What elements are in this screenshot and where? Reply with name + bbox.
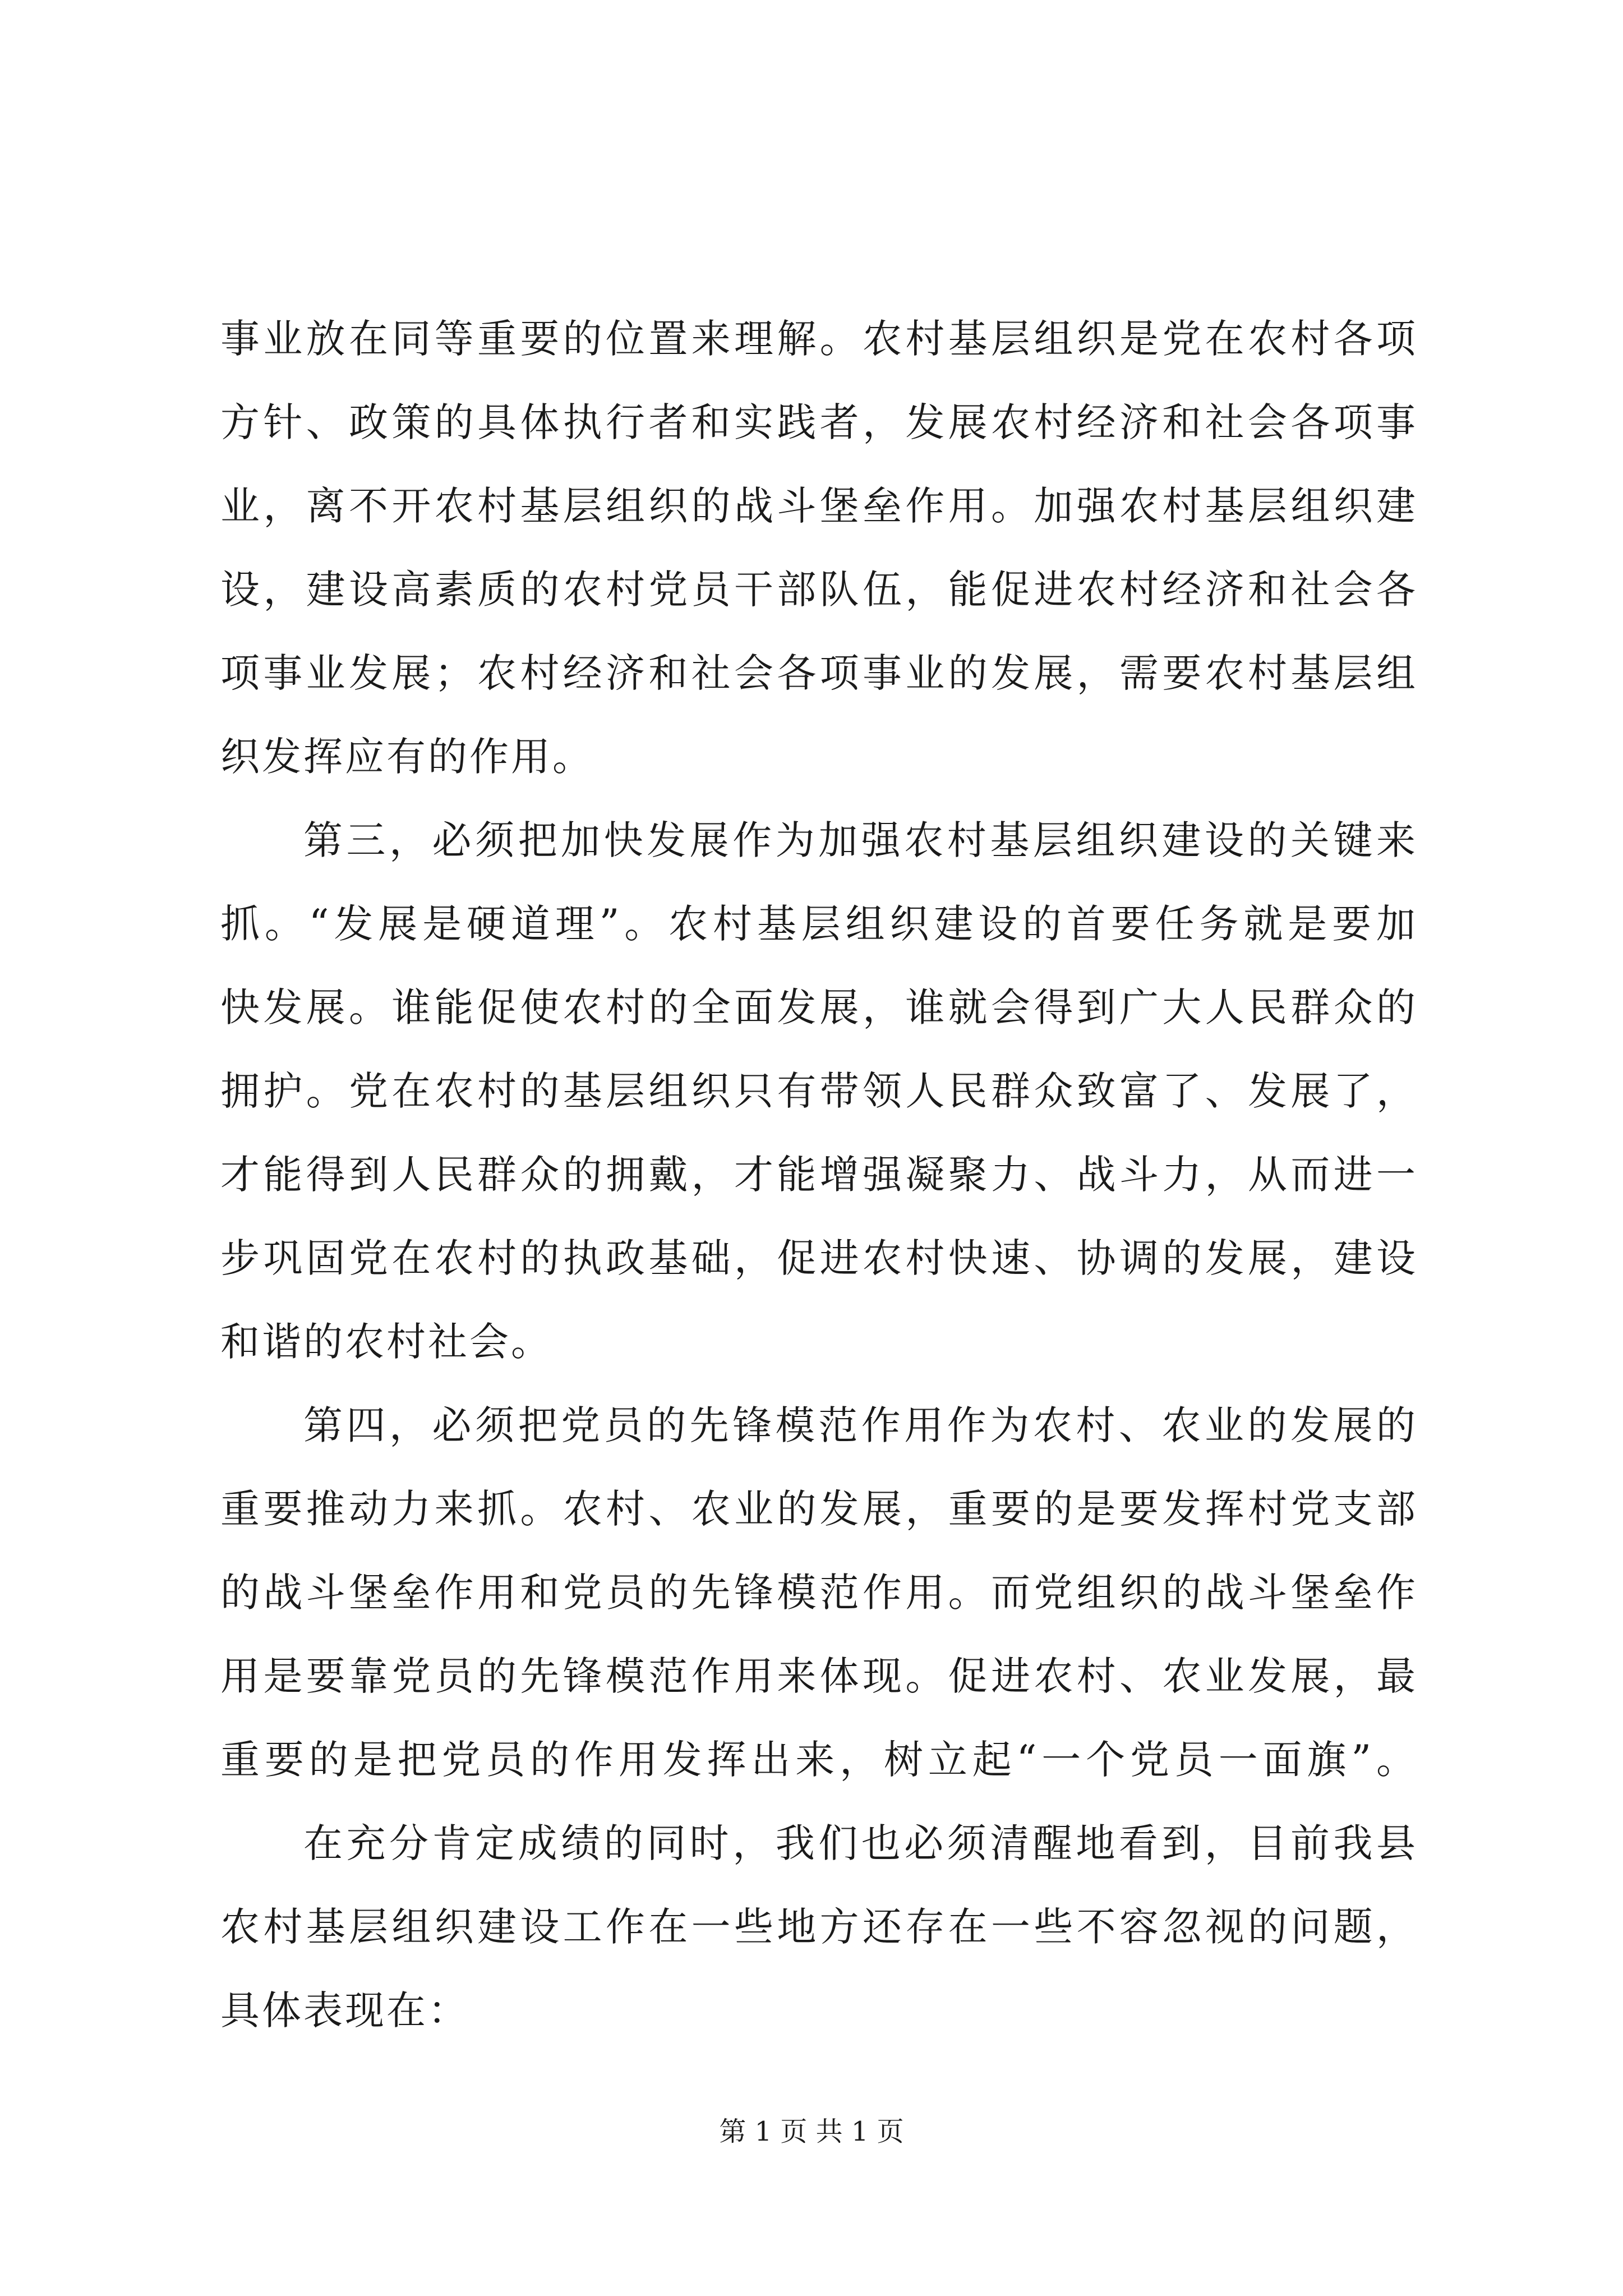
paragraph-3 — [220, 1384, 1418, 1802]
text-line: 项事业发展；农村经济和社会各项事业的发展，需要农村基层组 — [220, 650, 1418, 696]
text-line: 织发挥应有的作用。 — [220, 734, 594, 780]
text-line: 步巩固党在农村的执政基础，促进农村快速、协调的发展，建设 — [220, 1235, 1418, 1281]
text-line: 重要推动力来抓。农村、农业的发展，重要的是要发挥村党支部 — [220, 1486, 1418, 1532]
paragraph-2 — [220, 799, 1418, 1384]
text-line: 事业放在同等重要的位置来理解。农村基层组织是党在农村各项 — [220, 316, 1418, 362]
text-line: 才能得到人民群众的拥戴，才能增强凝聚力、战斗力，从而进一 — [220, 1152, 1418, 1198]
text-line: 具体表现在： — [220, 1987, 469, 2033]
document-body — [220, 297, 1418, 2053]
text-line: 第四，必须把党员的先锋模范作用作为农村、农业的发展的 — [303, 1402, 1418, 1448]
text-line: 重要的是把党员的作用发挥出来，树立起“一个党员一面旗”。 — [220, 1737, 1418, 1783]
text-line: 第三，必须把加快发展作为加强农村基层组织建设的关键来 — [303, 817, 1418, 863]
text-line: 拥护。党在农村的基层组织只有带领人民群众致富了、发展了， — [220, 1068, 1418, 1114]
text-line: 的战斗堡垒作用和党员的先锋模范作用。而党组织的战斗堡垒作 — [220, 1570, 1418, 1616]
text-line: 抓。“发展是硬道理”。农村基层组织建设的首要任务就是要加 — [220, 901, 1418, 947]
paragraph-1 — [220, 297, 1418, 799]
text-line: 农村基层组织建设工作在一些地方还存在一些不容忽视的问题， — [220, 1904, 1418, 1950]
paragraph-4 — [220, 1802, 1418, 2053]
text-line: 业，离不开农村基层组织的战斗堡垒作用。加强农村基层组织建 — [220, 483, 1418, 529]
page-footer: 第 1 页 共 1 页 — [719, 2116, 904, 2147]
text-line: 快发展。谁能促使农村的全面发展，谁就会得到广大人民群众的 — [220, 984, 1418, 1030]
text-line: 和谐的农村社会。 — [220, 1319, 552, 1365]
text-line: 方针、政策的具体执行者和实践者，发展农村经济和社会各项事 — [220, 399, 1418, 445]
text-line: 用是要靠党员的先锋模范作用来体现。促进农村、农业发展，最 — [220, 1653, 1418, 1699]
text-line: 设，建设高素质的农村党员干部队伍，能促进农村经济和社会各 — [220, 567, 1418, 613]
text-line: 在充分肯定成绩的同时，我们也必须清醒地看到，目前我县 — [303, 1820, 1418, 1866]
